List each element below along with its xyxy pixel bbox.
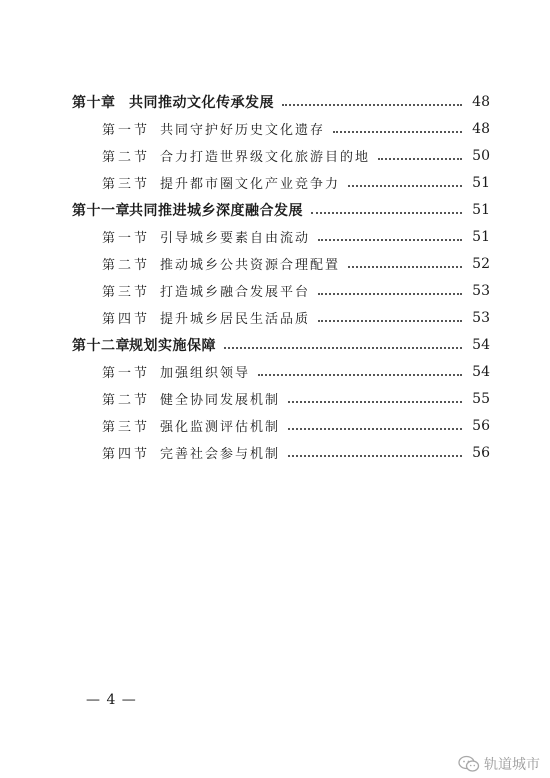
chapter-title: 共同推动文化传承发展: [129, 94, 274, 111]
section-title: 健全协同发展机制: [160, 393, 281, 408]
watermark-text: 轨道城市: [484, 757, 540, 773]
chapter-number: 第十章: [72, 94, 116, 111]
toc-chapter-row: [72, 331, 490, 358]
section-title: 打造城乡融合发展平台: [160, 285, 311, 300]
toc-section-row: [72, 439, 490, 466]
toc-page-number: 56: [472, 444, 490, 461]
toc-page-number: 54: [472, 336, 490, 353]
toc-page-number: 53: [472, 282, 490, 299]
section-title: 引导城乡要素自由流动: [160, 231, 311, 246]
section-title: 强化监测评估机制: [160, 420, 281, 435]
toc-page-number: 50: [472, 147, 490, 164]
dot-leader: [318, 292, 462, 295]
dot-leader: [282, 103, 462, 106]
dot-leader: [224, 346, 462, 349]
toc-page-number: 54: [472, 363, 490, 380]
toc-chapter-row: [72, 196, 490, 223]
section-number: 第三节: [102, 177, 151, 192]
section-title: 提升城乡居民生活品质: [160, 312, 311, 327]
toc-section-row: [72, 115, 490, 142]
watermark: [458, 754, 540, 774]
section-number: 第一节: [102, 366, 151, 381]
section-title: 加强组织领导: [160, 366, 251, 381]
wechat-icon: [458, 755, 480, 773]
section-number: 第四节: [102, 312, 151, 327]
toc-page-number: 56: [472, 417, 490, 434]
toc-section-row: [72, 412, 490, 439]
section-title: 提升都市圈文化产业竞争力: [160, 177, 341, 192]
section-title: 合力打造世界级文化旅游目的地: [160, 150, 371, 165]
section-number: 第一节: [102, 231, 151, 246]
page-number: — 4 —: [86, 692, 137, 708]
toc-page-number: 52: [472, 255, 490, 272]
dot-leader: [348, 184, 462, 187]
dot-leader: [318, 238, 462, 241]
toc-section-row: [72, 304, 490, 331]
chapter-number: 第十二章: [72, 337, 130, 354]
chapter-title: 共同推进城乡深度融合发展: [129, 202, 303, 219]
dot-leader: [258, 373, 462, 376]
toc-chapter-row: [72, 88, 490, 115]
toc-section-row: [72, 385, 490, 412]
dot-leader: [288, 454, 462, 457]
toc-page-number: 53: [472, 309, 490, 326]
dot-leader: [318, 319, 462, 322]
toc-page-number: 51: [472, 174, 490, 191]
dot-leader: [333, 130, 462, 133]
toc-section-row: [72, 142, 490, 169]
section-number: 第三节: [102, 420, 151, 435]
section-number: 第三节: [102, 285, 151, 300]
toc-section-row: [72, 223, 490, 250]
section-number: 第二节: [102, 150, 151, 165]
toc-section-row: [72, 169, 490, 196]
toc-page-number: 51: [472, 228, 490, 245]
toc-page-number: 55: [472, 390, 490, 407]
section-number: 第一节: [102, 123, 151, 138]
section-number: 第二节: [102, 393, 151, 408]
dot-leader: [378, 157, 462, 160]
dot-leader: [348, 265, 462, 268]
section-number: 第二节: [102, 258, 151, 273]
toc-section-row: [72, 358, 490, 385]
dot-leader: [311, 211, 462, 214]
section-title: 完善社会参与机制: [160, 447, 281, 462]
table-of-contents: [72, 88, 490, 466]
toc-page-number: 48: [472, 93, 490, 110]
section-title: 共同守护好历史文化遗存: [160, 123, 326, 138]
chapter-number: 第十一章: [72, 202, 130, 219]
dot-leader: [288, 400, 462, 403]
section-title: 推动城乡公共资源合理配置: [160, 258, 341, 273]
toc-page-number: 48: [472, 120, 490, 137]
dot-leader: [288, 427, 462, 430]
section-number: 第四节: [102, 447, 151, 462]
toc-page-number: 51: [472, 201, 490, 218]
toc-section-row: [72, 277, 490, 304]
toc-section-row: [72, 250, 490, 277]
chapter-title: 规划实施保障: [129, 337, 216, 354]
